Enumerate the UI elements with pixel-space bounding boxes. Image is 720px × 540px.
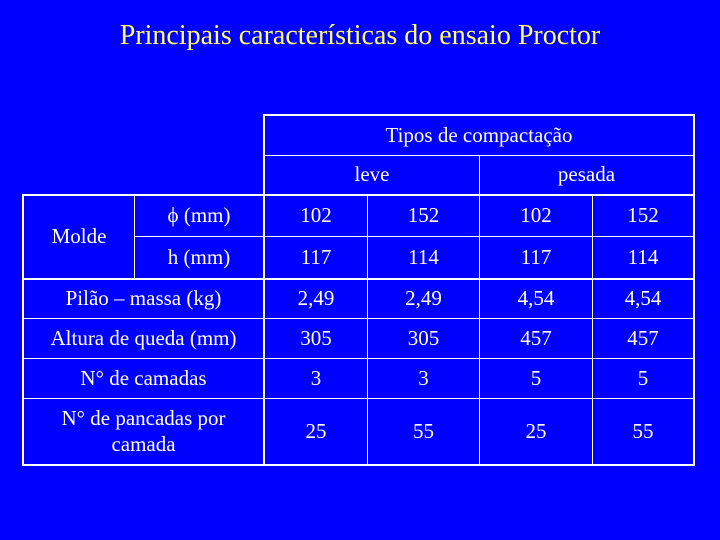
cell-pilao-leve-2: 2,49 xyxy=(405,286,442,311)
cell-h-pesada-1: 117 xyxy=(520,244,552,269)
header-pesada: pesada xyxy=(557,162,616,187)
header-tipos-compactacao: Tipos de compactação xyxy=(385,122,573,147)
cell-camadas-leve-1: 3 xyxy=(310,365,322,390)
cell-h-pesada-2: 114 xyxy=(627,244,659,269)
cell-pilao-pesada-2: 4,54 xyxy=(624,286,662,311)
cell-pilao-leve-1: 2,49 xyxy=(297,286,335,311)
table-line xyxy=(22,464,695,466)
cell-altura-pesada-2: 457 xyxy=(627,325,659,350)
row-label-altura: Altura de queda (mm) xyxy=(50,325,237,350)
cell-phi-pesada-1: 102 xyxy=(520,203,552,228)
row-label-phi: ϕ (mm) xyxy=(167,203,231,228)
cell-camadas-pesada-2: 5 xyxy=(637,365,649,390)
cell-altura-leve-2: 305 xyxy=(407,325,440,350)
cell-phi-pesada-2: 152 xyxy=(627,203,659,228)
row-label-pancadas: N° de pancadas por camada xyxy=(61,406,226,456)
cell-h-leve-1: 117 xyxy=(300,244,332,269)
cell-pancadas-pesada-2: 55 xyxy=(632,418,654,443)
cell-phi-leve-1: 102 xyxy=(300,203,332,228)
row-label-camadas: N° de camadas xyxy=(80,365,207,390)
cell-h-leve-2: 114 xyxy=(408,244,439,269)
row-label-h: h (mm) xyxy=(167,244,231,269)
cell-pancadas-pesada-1: 25 xyxy=(525,418,547,443)
row-label-molde: Molde xyxy=(51,224,107,249)
cell-altura-pesada-1: 457 xyxy=(520,325,552,350)
table-line xyxy=(693,114,695,466)
header-leve: leve xyxy=(354,162,390,187)
cell-pilao-pesada-1: 4,54 xyxy=(517,286,555,311)
page-title: Principais características do ensaio Proctor xyxy=(119,20,601,51)
row-label-pilao: Pilão – massa (kg) xyxy=(65,286,222,311)
cell-camadas-leve-2: 3 xyxy=(418,365,429,390)
cell-phi-leve-2: 152 xyxy=(407,203,440,228)
cell-camadas-pesada-1: 5 xyxy=(530,365,542,390)
cell-pancadas-leve-2: 55 xyxy=(413,418,434,443)
cell-altura-leve-1: 305 xyxy=(300,325,332,350)
cell-pancadas-leve-1: 25 xyxy=(305,418,327,443)
